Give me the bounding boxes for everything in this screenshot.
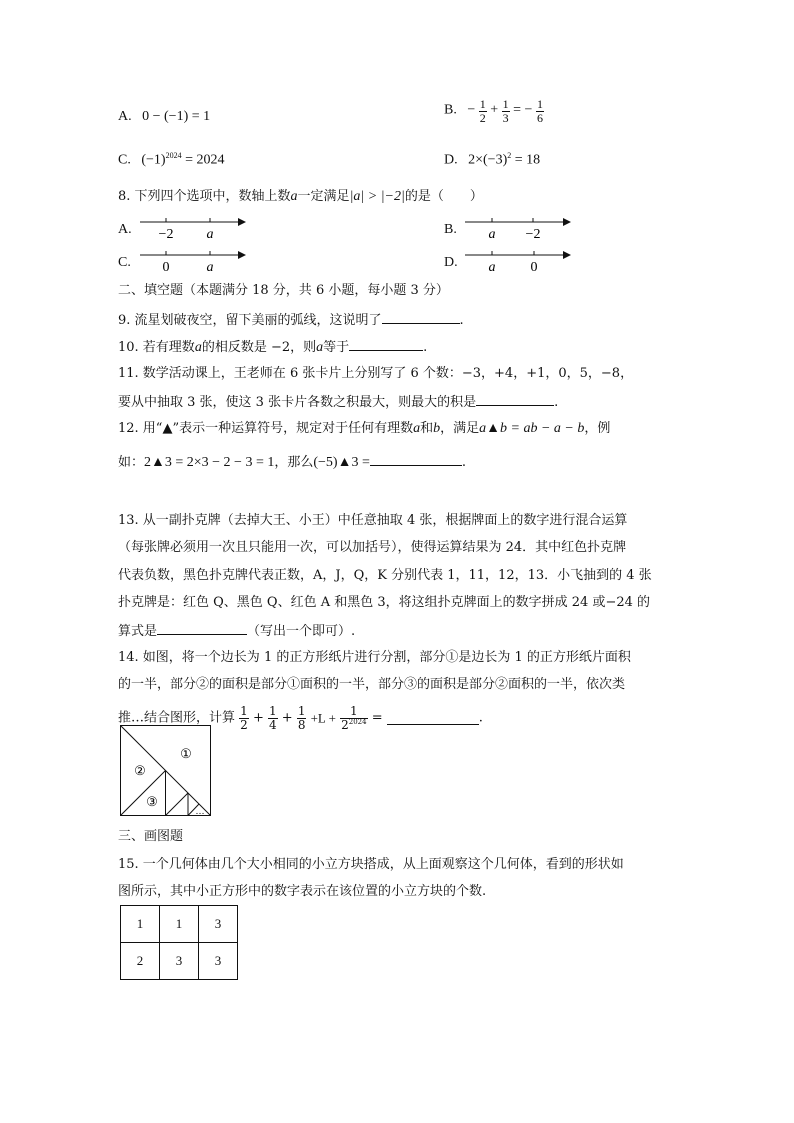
equals-minus: = −: [513, 102, 533, 118]
question-text: （写出一个即可）.: [247, 624, 356, 639]
q13-line-5: [118, 622, 355, 640]
tick-label: a: [206, 260, 214, 275]
continuation-dots: …: [195, 806, 205, 816]
q15-line-1: 15. 一个几何体由几个大小相同的小立方块搭成，从上面观察这个几何体，看到的形状如: [118, 857, 624, 872]
variable-a: a: [290, 189, 298, 204]
q13-line-1: 13. 从一副扑克牌（去掉大王、小王）中任意抽取 4 张，根据牌面上的数字进行混合运算: [118, 513, 628, 528]
option-expression: = 2024: [181, 152, 225, 168]
q14-line-1: 14. 如图，将一个边长为 1 的正方形纸片进行分割，部分①是边长为 1 的正方形纸片面积: [118, 650, 631, 665]
question-expression: (−5)▲3 =: [313, 455, 370, 470]
q13-line-2: （每张牌必须用一次且只能用一次，可以加括号），使得运算结果为 24．其中红色扑克牌: [118, 540, 627, 555]
q11-line-2: [118, 393, 558, 411]
power-base: (−1): [141, 152, 166, 168]
question-text: 算式是: [118, 624, 158, 639]
plus-sign: +: [252, 710, 264, 726]
power-exponent: 2024: [165, 151, 182, 160]
question-text: 10. 若有理数: [118, 340, 195, 355]
grid-cell: 3: [199, 906, 238, 943]
q8-option-a-letter: A.: [118, 222, 132, 237]
answer-blank: [370, 453, 462, 466]
period: .: [459, 313, 464, 328]
period: .: [461, 455, 466, 470]
question-text: 的是（ ）: [404, 189, 483, 204]
variable-a: a: [413, 421, 421, 436]
part-1-label: ①: [180, 746, 192, 761]
grid-row: [121, 943, 238, 980]
fraction-one-third: $\frac{1}{3}$: [502, 97, 509, 125]
variable-b: b: [433, 421, 441, 436]
section-heading-drawing: 三、画图题: [118, 829, 184, 844]
q8-option-c-letter: C.: [118, 255, 131, 270]
number-line-b: [463, 212, 573, 242]
option-letter: A.: [118, 109, 132, 124]
equals-sign: =: [371, 710, 383, 726]
tick-label: a: [488, 227, 496, 242]
question-text: ，满足: [440, 421, 480, 436]
question-text: ，那么: [274, 455, 314, 470]
variable-a: a: [316, 340, 324, 355]
number-line-c: [138, 245, 248, 275]
grid-cell: 3: [160, 943, 199, 980]
answer-blank: [476, 393, 554, 406]
plus-sign: +: [490, 102, 499, 118]
answer-blank: [349, 338, 423, 351]
fraction-one-half: $\frac{1}{2}$: [479, 97, 486, 125]
q7-option-c: [118, 151, 224, 169]
tick-label: −2: [525, 227, 541, 242]
tick-label: a: [206, 227, 214, 242]
answer-blank: [387, 712, 479, 725]
power-exponent: 2: [507, 151, 512, 160]
example-expression: 2▲3 = 2×3 − 2 − 3 = 1: [144, 455, 275, 470]
q15-line-2: 图所示，其中小正方形中的数字表示在该位置的小立方块的个数.: [118, 884, 487, 899]
fraction-one-eighth: $\frac{1}{8}$: [297, 704, 306, 732]
minus-sign: −: [467, 102, 476, 118]
tick-label: a: [488, 260, 496, 275]
tick-label: −2: [158, 227, 174, 242]
answer-blank: [382, 311, 460, 324]
q10-question: [118, 338, 427, 357]
q9-question: [118, 311, 464, 329]
square-partition-figure: [120, 725, 213, 817]
fraction-one-half: $\frac{1}{2}$: [240, 704, 248, 732]
period: .: [478, 710, 483, 726]
q13-line-3: 代表负数，黑色扑克牌代表正数，A，J，Q，K 分别代表 1，11，12，13．小飞抽到的 4 张: [118, 568, 652, 583]
q11-line-1: 11. 数学活动课上，王老师在 6 张卡片上分别写了 6 个数：−3，+4，+1，0，5，−8，: [118, 366, 634, 381]
period: .: [554, 395, 559, 410]
q7-option-b: [444, 98, 544, 124]
question-text: 的相反数是 −2，则: [201, 340, 317, 355]
q8-option-b-letter: B.: [444, 222, 457, 237]
plus-sign: +: [281, 710, 293, 726]
question-text: 一定满足: [297, 189, 350, 204]
fraction-one-sixth: $\frac{1}{6}$: [536, 97, 543, 125]
q8-option-d-letter: D.: [444, 255, 458, 270]
fraction-one-quarter: $\frac{1}{4}$: [268, 704, 277, 732]
option-expression: 0 − (−1) = 1: [142, 109, 211, 124]
question-text: 12. 用“▲”表示一种运算符号，规定对于任何有理数: [118, 421, 414, 436]
condition-expression: |a| > |−2|: [349, 189, 405, 204]
question-text: 如：: [118, 455, 145, 470]
question-text: 等于: [323, 340, 350, 355]
question-text: 9. 流星划破夜空，留下美丽的弧线，这说明了: [118, 313, 382, 328]
grid-cell: 1: [160, 906, 199, 943]
series-ellipsis: +L +: [310, 710, 336, 726]
number-line-d: [463, 245, 573, 275]
period: .: [423, 340, 428, 355]
grid-row: [121, 906, 238, 943]
number-line-a: [138, 212, 248, 242]
question-text: 推…结合图形，计算: [118, 710, 236, 726]
option-letter: D.: [444, 152, 458, 168]
grid-cell: 2: [121, 943, 160, 980]
section-heading-fill-in: 二、填空题（本题满分 18 分，共 6 小题，每小题 3 分）: [118, 283, 449, 298]
question-text: 和: [420, 421, 434, 436]
question-text: 要从中抽取 3 张，使这 3 张卡片各数之积最大，则最大的积是: [118, 395, 477, 410]
q12-line-2: [118, 453, 466, 472]
option-letter: C.: [118, 152, 131, 168]
part-3-label: ③: [146, 794, 158, 809]
grid-cell: 1: [121, 906, 160, 943]
top-view-grid: [120, 905, 238, 980]
q12-line-1: [118, 421, 610, 438]
option-letter: B.: [444, 102, 457, 118]
option-expression: = 18: [511, 152, 541, 168]
tick-label: 0: [162, 260, 170, 275]
question-text: 8. 下列四个选项中，数轴上数: [118, 189, 291, 204]
variable-a: a: [194, 340, 202, 355]
q13-line-4: 扑克牌是：红色 Q、黑色 Q、红色 A 和黑色 3，将这组扑克牌面上的数字拼成 24 或−24 的: [118, 595, 651, 610]
part-2-label: ②: [134, 763, 146, 778]
q7-option-d: [444, 151, 540, 169]
q14-line-2: 的一半，部分②的面积是部分①面积的一半，部分③的面积是部分②面积的一半，依次类: [118, 677, 626, 692]
tick-label: 0: [530, 260, 538, 275]
fraction-one-over-2-pow-2024: $\frac{1}{2^{2024}}$: [341, 704, 367, 732]
power-base: 2×(−3): [468, 152, 508, 168]
answer-blank: [157, 622, 247, 635]
q7-option-a: [118, 109, 210, 126]
q8-question: [118, 189, 483, 206]
question-text: ，例: [584, 421, 611, 436]
grid-cell: 3: [199, 943, 238, 980]
operation-rule: a▲b = ab − a − b: [479, 421, 585, 436]
